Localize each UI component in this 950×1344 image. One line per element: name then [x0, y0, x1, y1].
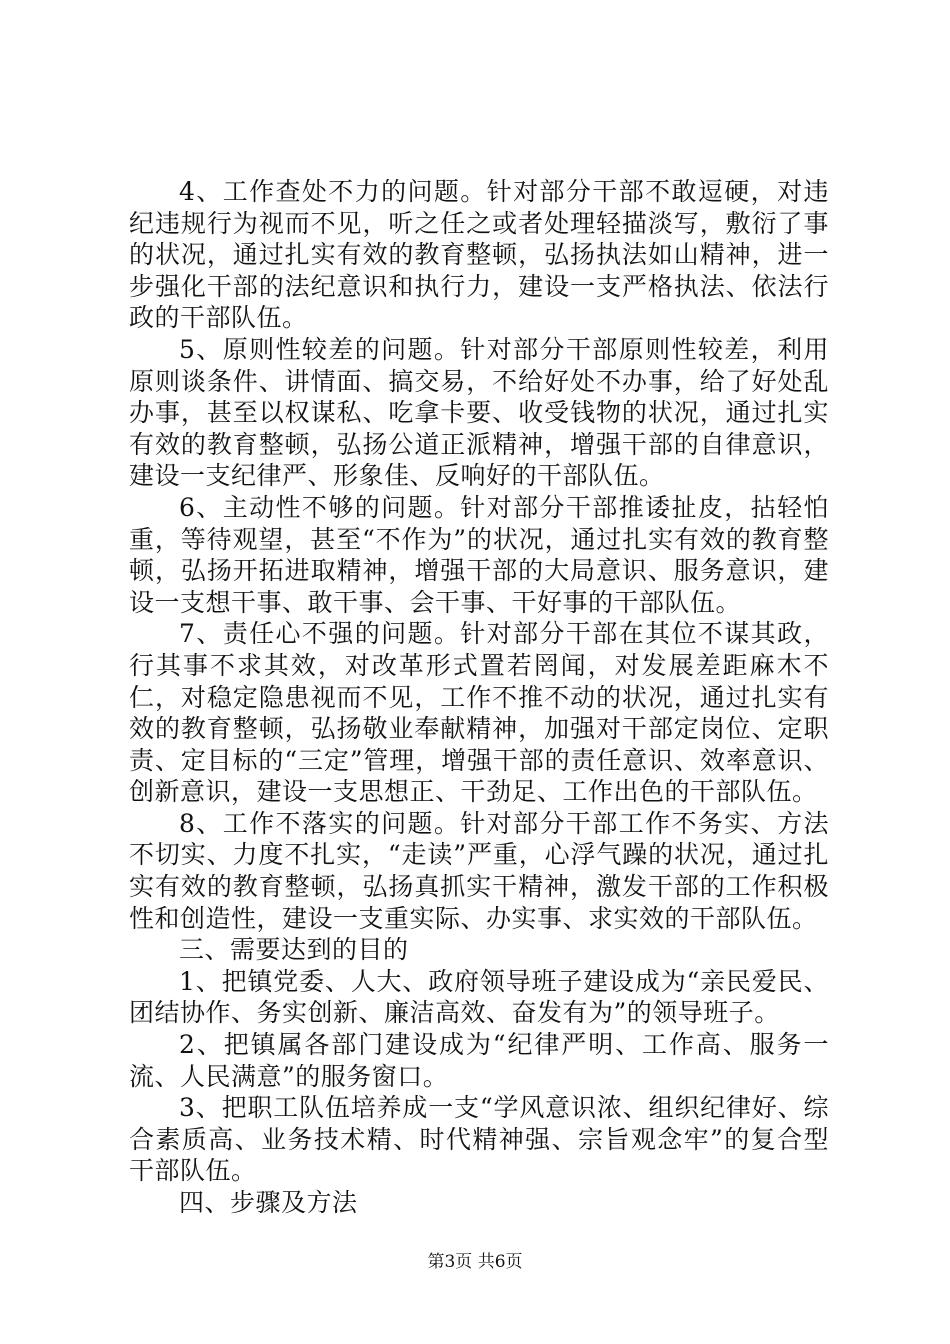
goal-item-2: 2、把镇属各部门建设成为“纪律严明、工作高、服务一流、人民满意”的服务窗口。: [129, 1030, 829, 1091]
paragraph-item-7: 7、责任心不强的问题。针对部分干部在其位不谋其政，行其事不求其效，对改革形式置若罔闻，对发展差距麻木不仁，对稳定隐患视而不见，工作不推不动的状况，通过扎实有效的教育整顿，弘扬敬业奉献精神，加强对干部定岗位、定职责、定目标的“三定”管理，增强干部的责任意识、效率意识、创新意识，建设一支思想正、干劲足、工作出色的干部队伍。: [129, 619, 829, 807]
paragraph-item-8: 8、工作不落实的问题。针对部分干部工作不务实、方法不切实、力度不扎实，“走读”严重，心浮气躁的状况，通过扎实有效的教育整顿，弘扬真抓实干精神，激发干部的工作积极性和创造性，建设一支重实际、办实事、求实效的干部队伍。: [129, 808, 829, 933]
paragraph-item-6: 6、主动性不够的问题。针对部分干部推诿扯皮，拈轻怕重，等待观望，甚至“不作为”的状况，通过扎实有效的教育整顿，弘扬开拓进取精神，增强干部的大局意识、服务意识，建设一支想干事、敢干事、会干事、干好事的干部队伍。: [129, 492, 829, 617]
document-body: [129, 176, 829, 1219]
goal-item-1: 1、把镇党委、人大、政府领导班子建设成为“亲民爱民、团结协作、务实创新、廉洁高效、奋发有为”的领导班子。: [129, 966, 829, 1028]
section-heading-steps: 四、步骤及方法: [179, 1188, 358, 1217]
section-heading-goals: 三、需要达到的目的: [179, 935, 409, 965]
paragraph-item-5: 5、原则性较差的问题。针对部分干部原则性较差，利用原则谈条件、讲情面、搞交易，不给好处不办事，给了好处乱办事，甚至以权谋私、吃拿卡要、收受钱物的状况，通过扎实有效的教育整顿，弘扬公道正派精神，增强干部的自律意识，建设一支纪律严、形象佳、反响好的干部队伍。: [129, 334, 829, 491]
paragraph-item-4: 4、工作查处不力的问题。针对部分干部不敢逗硬，对违纪违规行为视而不见，听之任之或者处理轻描淡写，敷衍了事的状况，通过扎实有效的教育整顿，弘扬执法如山精神，进一步强化干部的法纪意识和执行力，建设一支严格执法、依法行政的干部队伍。: [129, 177, 829, 333]
page-number-footer: 第3页 共6页: [427, 1252, 523, 1272]
goal-item-3: 3、把职工队伍培养成一支“学风意识浓、组织纪律好、综合素质高、业务技术精、时代精神强、宗旨观念牢”的复合型干部队伍。: [129, 1093, 829, 1186]
